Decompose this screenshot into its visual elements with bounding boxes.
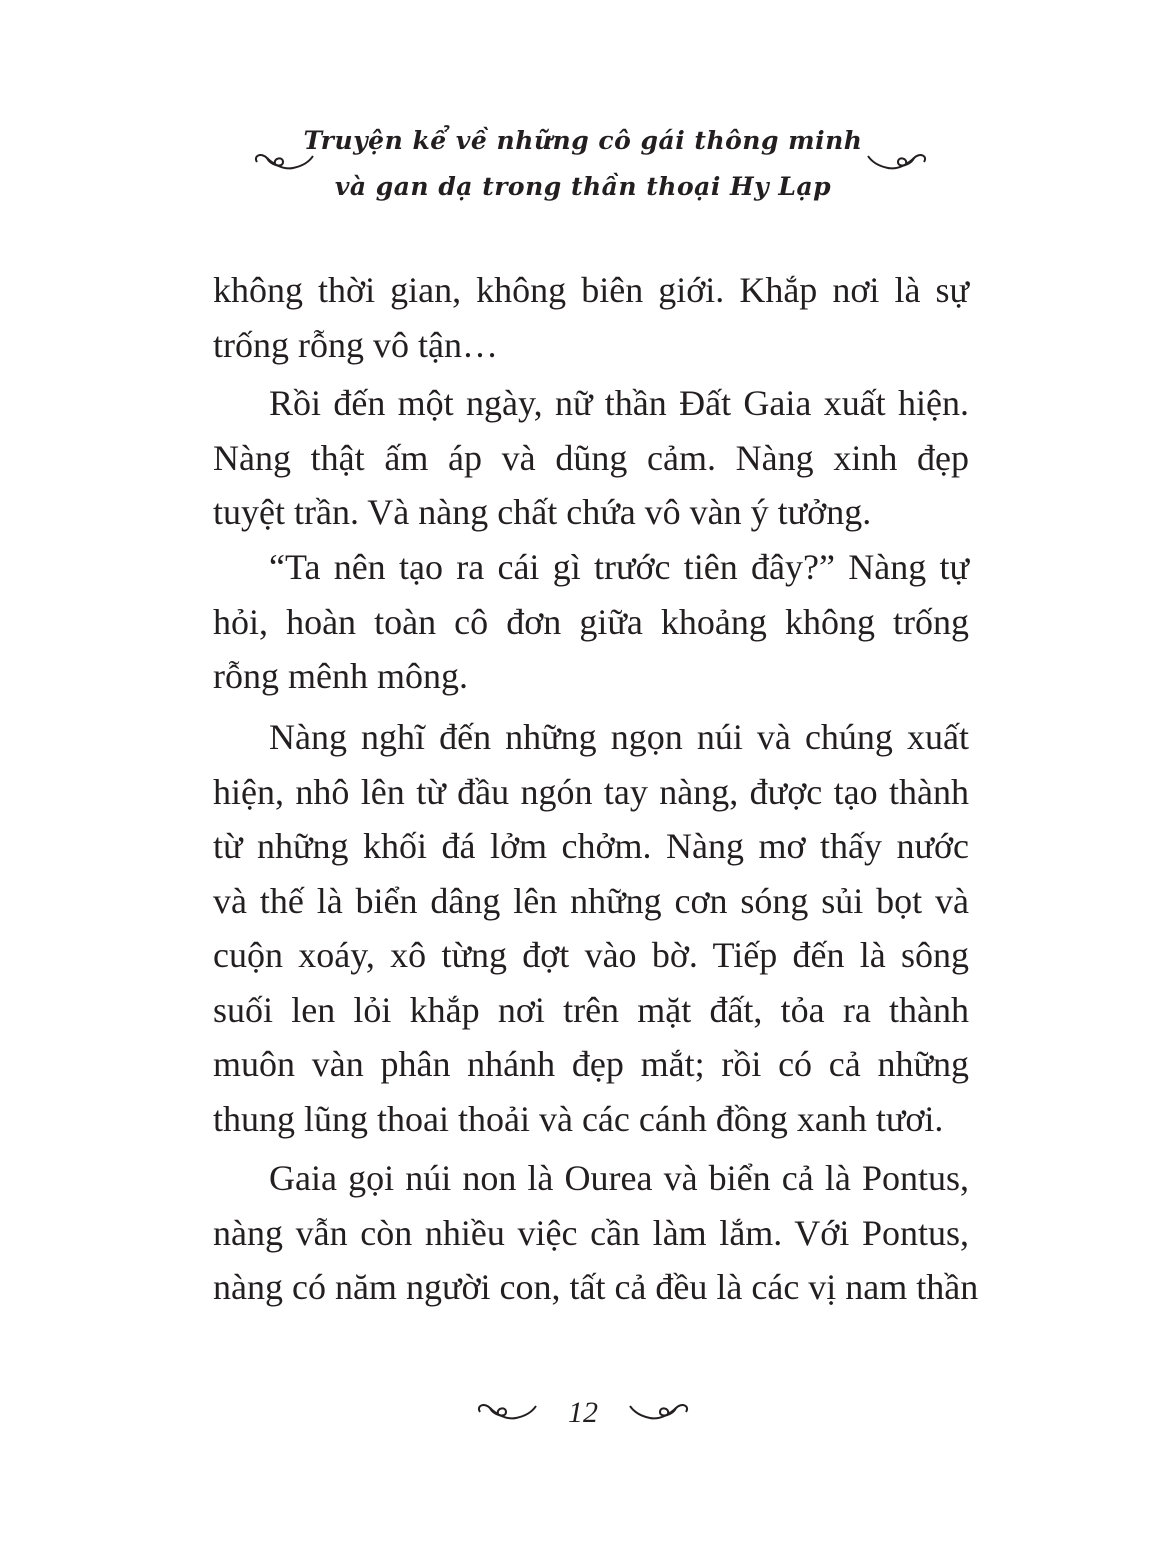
- running-header: [0, 118, 1166, 210]
- header-title-line-2: và gan dạ trong thần thoại Hy Lạp: [334, 172, 832, 201]
- text-line: nàng có năm người con, tất cả đều là các vị nam thần: [213, 1267, 979, 1307]
- text-line: hỏi, hoàn toàn cô đơn giữa khoảng không trống: [213, 601, 969, 642]
- paragraph: [213, 710, 969, 1146]
- text-line: trống rỗng vô tận…: [213, 324, 498, 365]
- paragraph: [213, 1151, 979, 1315]
- text-line: thung lũng thoai thoải và các cánh đồng xanh tươi.: [213, 1098, 944, 1139]
- paragraph: [213, 376, 969, 540]
- right-flourish-icon: [866, 150, 928, 176]
- text-line: cuộn xoáy, xô từng đợt vào bờ. Tiếp đến là sông: [213, 935, 969, 975]
- text-line: và thế là biển dâng lên những cơn sóng sủi bọt và: [213, 880, 969, 921]
- left-flourish-icon: [253, 150, 315, 176]
- header-title-line-1: Truyện kể về những cô gái thông minh: [303, 126, 863, 155]
- text-line: Rồi đến một ngày, nữ thần Đất Gaia xuất hiện.: [269, 383, 969, 423]
- text-line: Nàng nghĩ đến những ngọn núi và chúng xuất: [269, 717, 969, 757]
- text-line: từ những khối đá lởm chởm. Nàng mơ thấy nước: [213, 826, 969, 866]
- paragraph: [213, 540, 969, 704]
- paragraph: [213, 263, 969, 372]
- text-line: rỗng mênh mông.: [213, 656, 468, 696]
- text-line: nàng vẫn còn nhiều việc cần làm lắm. Với Pontus,: [213, 1212, 969, 1253]
- text-line: tuyệt trần. Và nàng chất chứa vô vàn ý tưởng.: [213, 492, 872, 532]
- text-line: hiện, nhô lên từ đầu ngón tay nàng, được tạo thành: [213, 771, 969, 812]
- page-number: 12: [568, 1396, 598, 1429]
- text-line: muôn vàn phân nhánh đẹp mắt; rồi có cả những: [213, 1044, 969, 1084]
- text-line: Nàng thật ấm áp và dũng cảm. Nàng xinh đẹp: [213, 437, 969, 478]
- text-line: “Ta nên tạo ra cái gì trước tiên đây?” Nàng tự: [269, 547, 969, 587]
- text-line: không thời gian, không biên giới. Khắp nơi là sự: [213, 270, 969, 310]
- right-flourish-icon: [628, 1401, 690, 1425]
- text-line: Gaia gọi núi non là Ourea và biển cả là Pontus,: [269, 1158, 969, 1198]
- text-line: suối len lỏi khắp nơi trên mặt đất, tỏa ra thành: [213, 989, 969, 1030]
- page-footer: [0, 1396, 1166, 1430]
- left-flourish-icon: [476, 1401, 538, 1425]
